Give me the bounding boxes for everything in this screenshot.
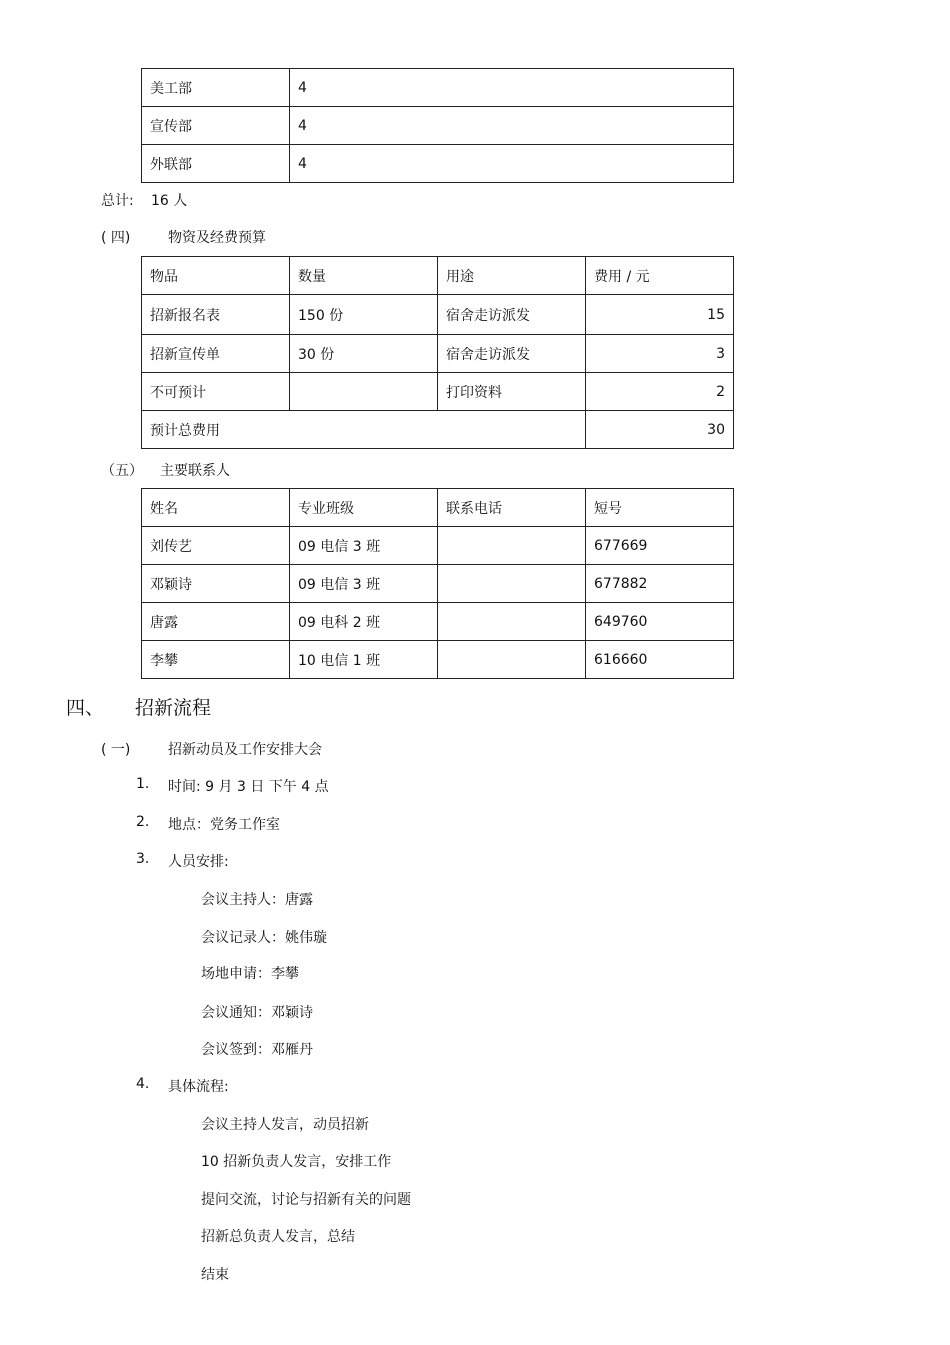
table-cell: 外联部: [142, 145, 290, 183]
table-cell: 打印资料: [438, 373, 586, 411]
table-cell: 677882: [586, 565, 734, 603]
table-cell: [438, 603, 586, 641]
list-number: 3.: [136, 851, 150, 867]
table-cell: 美工部: [142, 69, 290, 107]
table-cell: 招新报名表: [142, 295, 290, 335]
table-cell: 4: [290, 107, 734, 145]
total-value-cell: 30: [586, 411, 734, 449]
table-row: [142, 527, 734, 565]
table-cell: 宿舍走访派发: [438, 295, 586, 335]
table-cell: 邓颖诗: [142, 565, 290, 603]
column-header: 费用 / 元: [586, 257, 734, 295]
list-item: 地点：党务工作室: [168, 817, 280, 833]
table-cell: 4: [290, 69, 734, 107]
total-value: 16 人: [151, 193, 188, 209]
column-header: 短号: [586, 489, 734, 527]
section-number: （五）: [101, 463, 143, 479]
list-item: 人员安排:: [168, 854, 229, 870]
column-header: 专业班级: [290, 489, 438, 527]
table-cell: 李攀: [142, 641, 290, 679]
table-cell: 616660: [586, 641, 734, 679]
section-title: 主要联系人: [160, 463, 230, 479]
list-number: 4.: [136, 1076, 150, 1092]
table-row: [142, 145, 734, 183]
table-row: [142, 107, 734, 145]
table-cell: 30 份: [290, 335, 438, 373]
table-cell: 宿舍走访派发: [438, 335, 586, 373]
table-cell: 不可预计: [142, 373, 290, 411]
table-cell: 招新宣传单: [142, 335, 290, 373]
role-line: 会议通知：邓颖诗: [201, 1005, 313, 1021]
staff-table: [141, 68, 734, 183]
table-cell: 649760: [586, 603, 734, 641]
table-cell: [290, 373, 438, 411]
list-number: 1.: [136, 776, 150, 792]
heading-number: 四、: [66, 697, 105, 719]
table-row: [142, 373, 734, 411]
flow-step: 招新总负责人发言，总结: [201, 1229, 355, 1245]
list-item: 具体流程:: [168, 1079, 229, 1095]
table-cell: [438, 527, 586, 565]
column-header: 用途: [438, 257, 586, 295]
table-row: [142, 641, 734, 679]
table-row: [142, 565, 734, 603]
role-line: 会议签到：邓雁丹: [201, 1042, 313, 1058]
column-header: 姓名: [142, 489, 290, 527]
heading-title: 招新流程: [135, 697, 212, 719]
flow-step: 结束: [201, 1267, 229, 1283]
table-cell: 2: [586, 373, 734, 411]
table-cell: 09 电信 3 班: [290, 565, 438, 603]
table-cell: 677669: [586, 527, 734, 565]
table-row: [142, 335, 734, 373]
table-cell: 09 电信 3 班: [290, 527, 438, 565]
contacts-table: [141, 488, 734, 679]
column-header: 数量: [290, 257, 438, 295]
table-header-row: [142, 257, 734, 295]
table-cell: 15: [586, 295, 734, 335]
section-number: ( 四): [101, 230, 131, 246]
list-item: 时间: 9 月 3 日 下午 4 点: [168, 779, 329, 795]
subsection-number: ( 一): [101, 742, 131, 758]
section-title: 物资及经费预算: [168, 230, 266, 246]
table-cell: [438, 565, 586, 603]
list-number: 2.: [136, 814, 150, 830]
column-header: 物品: [142, 257, 290, 295]
budget-table: [141, 256, 734, 449]
total-label: 总计:: [101, 193, 134, 209]
table-cell: 宣传部: [142, 107, 290, 145]
subsection-title: 招新动员及工作安排大会: [168, 742, 322, 758]
column-header: 联系电话: [438, 489, 586, 527]
table-row: [142, 603, 734, 641]
flow-step: 提问交流，讨论与招新有关的问题: [201, 1192, 411, 1208]
table-cell: 10 电信 1 班: [290, 641, 438, 679]
table-cell: 4: [290, 145, 734, 183]
table-cell: 150 份: [290, 295, 438, 335]
role-line: 会议主持人：唐露: [201, 892, 313, 908]
table-header-row: [142, 489, 734, 527]
table-cell: 刘传艺: [142, 527, 290, 565]
table-cell: 3: [586, 335, 734, 373]
table-cell: 09 电科 2 班: [290, 603, 438, 641]
flow-step: 10 招新负责人发言，安排工作: [201, 1154, 392, 1170]
role-line: 场地申请：李攀: [201, 966, 299, 982]
table-row: [142, 295, 734, 335]
total-label-cell: 预计总费用: [142, 411, 586, 449]
table-cell: 唐露: [142, 603, 290, 641]
table-total-row: [142, 411, 734, 449]
role-line: 会议记录人：姚伟璇: [201, 930, 327, 946]
flow-step: 会议主持人发言，动员招新: [201, 1117, 369, 1133]
table-cell: [438, 641, 586, 679]
table-row: [142, 69, 734, 107]
